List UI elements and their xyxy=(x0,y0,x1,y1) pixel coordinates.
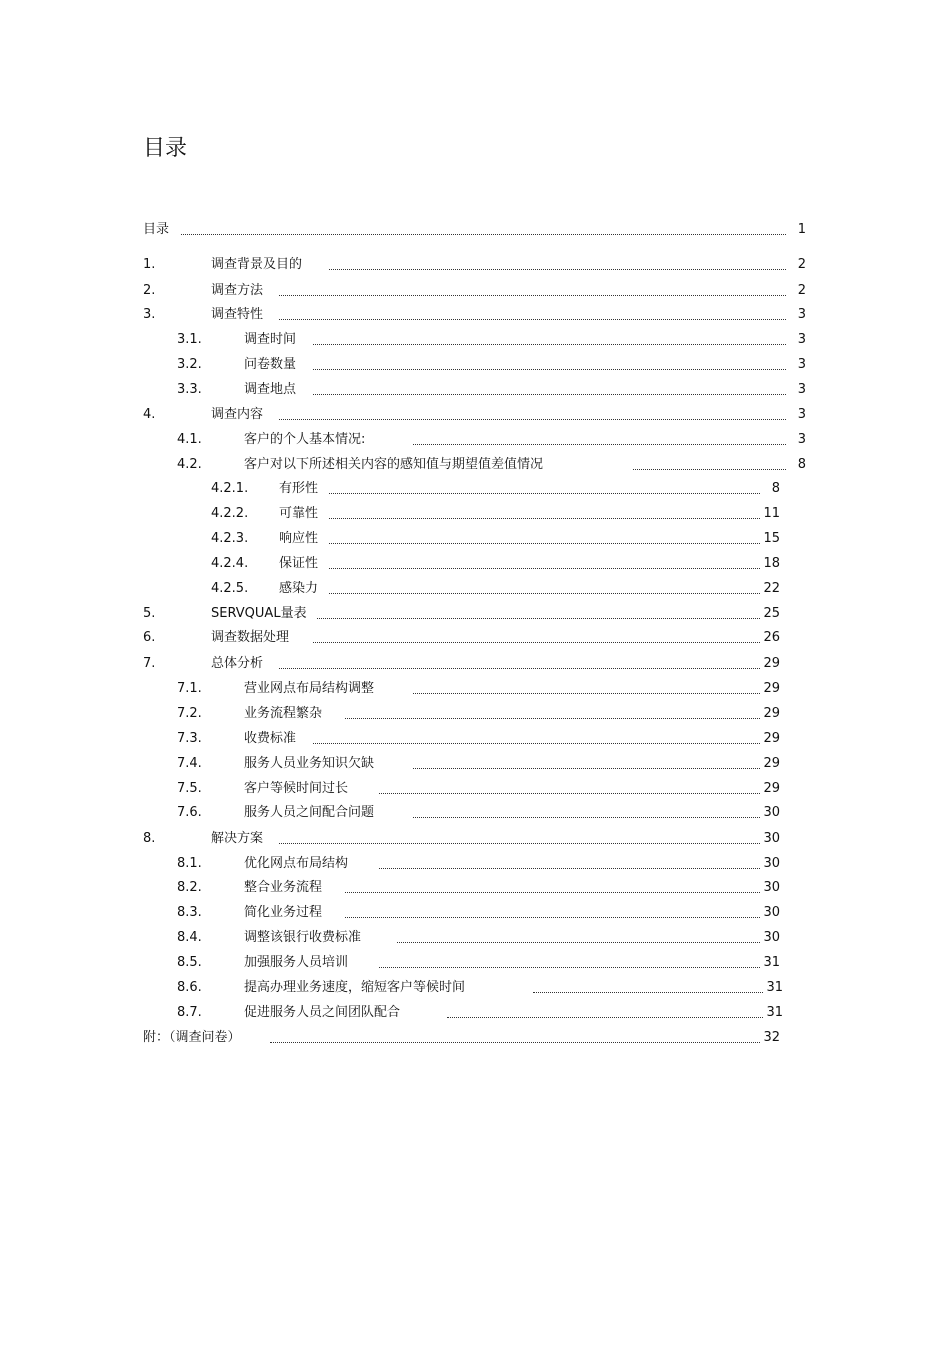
toc-entry-label[interactable]: 客户等候时间过长 xyxy=(244,781,349,796)
toc-entry[interactable] xyxy=(143,729,806,749)
toc-entry-label[interactable]: 调查数据处理 xyxy=(211,630,290,645)
toc-entry-number: 3.2. xyxy=(177,357,202,372)
toc-entry[interactable] xyxy=(143,380,806,400)
toc-entry[interactable] xyxy=(143,704,806,724)
toc-entry-label[interactable]: 响应性 xyxy=(279,531,319,546)
toc-entry-number: 4.2.2. xyxy=(211,506,249,521)
toc-entry-number: 4.1. xyxy=(177,432,202,447)
toc-entry-page-number: 30 xyxy=(763,905,780,920)
toc-entry-label[interactable]: 调查方法 xyxy=(211,283,264,298)
toc-entry[interactable] xyxy=(143,281,806,301)
toc-entry[interactable] xyxy=(143,430,806,450)
toc-entry[interactable] xyxy=(143,754,806,774)
toc-leader-dots xyxy=(329,568,760,569)
toc-entry-page-number: 2 xyxy=(797,257,806,272)
toc-entry-page-number: 29 xyxy=(763,656,780,671)
toc-entry-page-number: 15 xyxy=(763,531,780,546)
toc-entry[interactable] xyxy=(143,803,806,823)
toc-leader-dots xyxy=(379,793,760,794)
toc-entry[interactable] xyxy=(143,928,806,948)
toc-entry[interactable] xyxy=(143,1003,806,1023)
toc-entry-label[interactable]: 客户的个人基本情况: xyxy=(244,432,366,447)
toc-entry-label[interactable]: 调整该银行收费标准 xyxy=(244,930,362,945)
toc-entry[interactable] xyxy=(143,220,806,240)
toc-entry-number: 4.2. xyxy=(177,457,202,472)
toc-entry[interactable] xyxy=(143,654,806,674)
toc-entry-number: 2. xyxy=(143,283,156,298)
toc-entry[interactable] xyxy=(143,405,806,425)
toc-entry-page-number: 1 xyxy=(797,222,806,237)
toc-entry-number: 7. xyxy=(143,656,156,671)
toc-entry[interactable] xyxy=(143,604,806,624)
toc-entry-page-number: 30 xyxy=(763,930,780,945)
toc-entry-page-number: 30 xyxy=(763,880,780,895)
toc-entry-number: 4. xyxy=(143,407,156,422)
toc-entry-page-number: 26 xyxy=(763,630,780,645)
toc-entry-label[interactable]: 简化业务过程 xyxy=(244,905,323,920)
toc-entry-label[interactable]: SERVQUAL量表 xyxy=(211,606,307,621)
toc-entry-label[interactable]: 业务流程繁杂 xyxy=(244,706,323,721)
toc-entry-page-number: 29 xyxy=(763,731,780,746)
toc-leader-dots xyxy=(329,518,760,519)
toc-entry-number: 8.4. xyxy=(177,930,202,945)
toc-entry-label[interactable]: 调查背景及目的 xyxy=(211,257,303,272)
toc-leader-dots xyxy=(379,967,760,968)
toc-entry-number: 8.2. xyxy=(177,880,202,895)
toc-entry-number: 4.2.3. xyxy=(211,531,249,546)
toc-entry-number: 7.4. xyxy=(177,756,202,771)
toc-leader-dots xyxy=(279,319,786,320)
toc-entry-number: 4.2.1. xyxy=(211,481,249,496)
toc-entry[interactable] xyxy=(143,579,806,599)
toc-entry-page-number: 31 xyxy=(763,955,780,970)
toc-entry[interactable] xyxy=(143,679,806,699)
toc-leader-dots xyxy=(413,444,786,445)
toc-entry-page-number: 11 xyxy=(763,506,780,521)
toc-entry-label[interactable]: 可靠性 xyxy=(279,506,319,521)
toc-entry-page-number: 29 xyxy=(763,781,780,796)
toc-entry-number: 7.5. xyxy=(177,781,202,796)
toc-leader-dots xyxy=(317,618,760,619)
toc-entry-label[interactable]: 营业网点布局结构调整 xyxy=(244,681,375,696)
toc-leader-dots xyxy=(329,593,760,594)
toc-entry-page-number: 29 xyxy=(763,706,780,721)
toc-entry-page-number: 3 xyxy=(797,382,806,397)
toc-entry-number: 8.3. xyxy=(177,905,202,920)
toc-leader-dots xyxy=(345,892,760,893)
toc-entry-number: 4.2.4. xyxy=(211,556,249,571)
toc-leader-dots xyxy=(533,992,763,993)
toc-entry-label[interactable]: 解决方案 xyxy=(211,831,264,846)
toc-entry-label[interactable]: 调查时间 xyxy=(244,332,297,347)
toc-leader-dots xyxy=(413,817,760,818)
toc-entry-label[interactable]: 调查地点 xyxy=(244,382,297,397)
toc-entry-page-number: 32 xyxy=(763,1030,780,1045)
toc-entry-number: 3. xyxy=(143,307,156,322)
toc-leader-dots xyxy=(345,917,760,918)
toc-entry-number: 8. xyxy=(143,831,156,846)
toc-leader-dots xyxy=(633,469,786,470)
toc-entry-label[interactable]: 目录 xyxy=(143,222,170,237)
toc-entry-number: 3.3. xyxy=(177,382,202,397)
toc-leader-dots xyxy=(329,493,760,494)
toc-entry-number: 7.3. xyxy=(177,731,202,746)
toc-entry-label[interactable]: 整合业务流程 xyxy=(244,880,323,895)
toc-entry-page-number: 3 xyxy=(797,307,806,322)
toc-leader-dots xyxy=(270,1042,760,1043)
toc-leader-dots xyxy=(329,269,786,270)
toc-entry[interactable] xyxy=(143,330,806,350)
toc-entry-page-number: 30 xyxy=(763,856,780,871)
toc-entry[interactable] xyxy=(143,978,806,998)
toc-entry[interactable] xyxy=(143,479,806,499)
toc-entry-number: 4.2.5. xyxy=(211,581,249,596)
toc-entry-page-number: 3 xyxy=(797,332,806,347)
toc-entry-label[interactable]: 客户对以下所述相关内容的感知值与期望值差值情况 xyxy=(244,457,544,472)
toc-entry-label[interactable]: 优化网点布局结构 xyxy=(244,856,349,871)
toc-entry-label[interactable]: 附：（调查问卷） xyxy=(143,1030,241,1045)
toc-entry-label[interactable]: 加强服务人员培训 xyxy=(244,955,349,970)
toc-leader-dots xyxy=(397,942,760,943)
toc-entry-label[interactable]: 问卷数量 xyxy=(244,357,297,372)
toc-leader-dots xyxy=(345,718,760,719)
toc-entry-number: 8.6. xyxy=(177,980,202,995)
toc-entry-number: 5. xyxy=(143,606,156,621)
toc-entry-page-number: 3 xyxy=(797,357,806,372)
toc-entry-label[interactable]: 服务人员之间配合问题 xyxy=(244,805,375,820)
toc-leader-dots xyxy=(413,768,760,769)
toc-entry[interactable] xyxy=(143,1028,806,1048)
toc-entry-number: 7.2. xyxy=(177,706,202,721)
toc-entry-page-number: 31 xyxy=(766,1005,783,1020)
toc-entry-label[interactable]: 调查内容 xyxy=(211,407,264,422)
toc-entry-number: 3.1. xyxy=(177,332,202,347)
toc-entry-label[interactable]: 收费标准 xyxy=(244,731,297,746)
toc-leader-dots xyxy=(379,868,760,869)
toc-entry-page-number: 29 xyxy=(763,681,780,696)
toc-leader-dots xyxy=(329,543,760,544)
toc-entry-page-number: 25 xyxy=(763,606,780,621)
toc-leader-dots xyxy=(279,419,786,420)
toc-entry-number: 7.1. xyxy=(177,681,202,696)
toc-entry[interactable] xyxy=(143,628,806,648)
toc-entry-page-number: 2 xyxy=(797,283,806,298)
toc-entry-label[interactable]: 调查特性 xyxy=(211,307,264,322)
toc-leader-dots xyxy=(279,843,760,844)
toc-entry-number: 8.7. xyxy=(177,1005,202,1020)
toc-entry-label[interactable]: 有形性 xyxy=(279,481,319,496)
toc-leader-dots xyxy=(313,394,786,395)
toc-entry[interactable] xyxy=(143,455,806,475)
toc-leader-dots xyxy=(313,642,760,643)
toc-leader-dots xyxy=(279,668,760,669)
toc-entry-number: 6. xyxy=(143,630,156,645)
toc-entry-label[interactable]: 总体分析 xyxy=(211,656,264,671)
toc-leader-dots xyxy=(313,743,760,744)
toc-entry[interactable] xyxy=(143,504,806,524)
toc-entry-page-number: 18 xyxy=(763,556,780,571)
toc-leader-dots xyxy=(279,295,786,296)
toc-leader-dots xyxy=(181,234,786,235)
toc-entry[interactable] xyxy=(143,903,806,923)
toc-entry[interactable] xyxy=(143,554,806,574)
toc-leader-dots xyxy=(447,1017,763,1018)
toc-entry-number: 1. xyxy=(143,257,156,272)
toc-entry-page-number: 29 xyxy=(763,756,780,771)
toc-entry-label[interactable]: 促进服务人员之间团队配合 xyxy=(244,1005,401,1020)
toc-entry-label[interactable]: 服务人员业务知识欠缺 xyxy=(244,756,375,771)
toc-entry-number: 8.1. xyxy=(177,856,202,871)
toc-entry-page-number: 8 xyxy=(771,481,780,496)
toc-entry[interactable] xyxy=(143,355,806,375)
toc-entry-label[interactable]: 感染力 xyxy=(279,581,319,596)
toc-entry-page-number: 22 xyxy=(763,581,780,596)
toc-entry-page-number: 3 xyxy=(797,407,806,422)
toc-entry[interactable] xyxy=(143,854,806,874)
toc-entry-page-number: 3 xyxy=(797,432,806,447)
toc-entry[interactable] xyxy=(143,953,806,973)
toc-entry-number: 8.5. xyxy=(177,955,202,970)
toc-entry-page-number: 8 xyxy=(797,457,806,472)
toc-entry-page-number: 31 xyxy=(766,980,783,995)
toc-entry[interactable] xyxy=(143,779,806,799)
toc-leader-dots xyxy=(313,369,786,370)
toc-entry[interactable] xyxy=(143,305,806,325)
toc-entry-page-number: 30 xyxy=(763,805,780,820)
toc-leader-dots xyxy=(313,344,786,345)
toc-entry-page-number: 30 xyxy=(763,831,780,846)
toc-entry-label[interactable]: 提高办理业务速度，缩短客户等候时间 xyxy=(244,980,466,995)
toc-leader-dots xyxy=(413,693,760,694)
page-title: 目录 xyxy=(143,136,188,161)
toc-entry[interactable] xyxy=(143,829,806,849)
toc-entry[interactable] xyxy=(143,255,806,275)
toc-entry[interactable] xyxy=(143,529,806,549)
toc-entry-label[interactable]: 保证性 xyxy=(279,556,319,571)
toc-entry[interactable] xyxy=(143,878,806,898)
toc-entry-number: 7.6. xyxy=(177,805,202,820)
